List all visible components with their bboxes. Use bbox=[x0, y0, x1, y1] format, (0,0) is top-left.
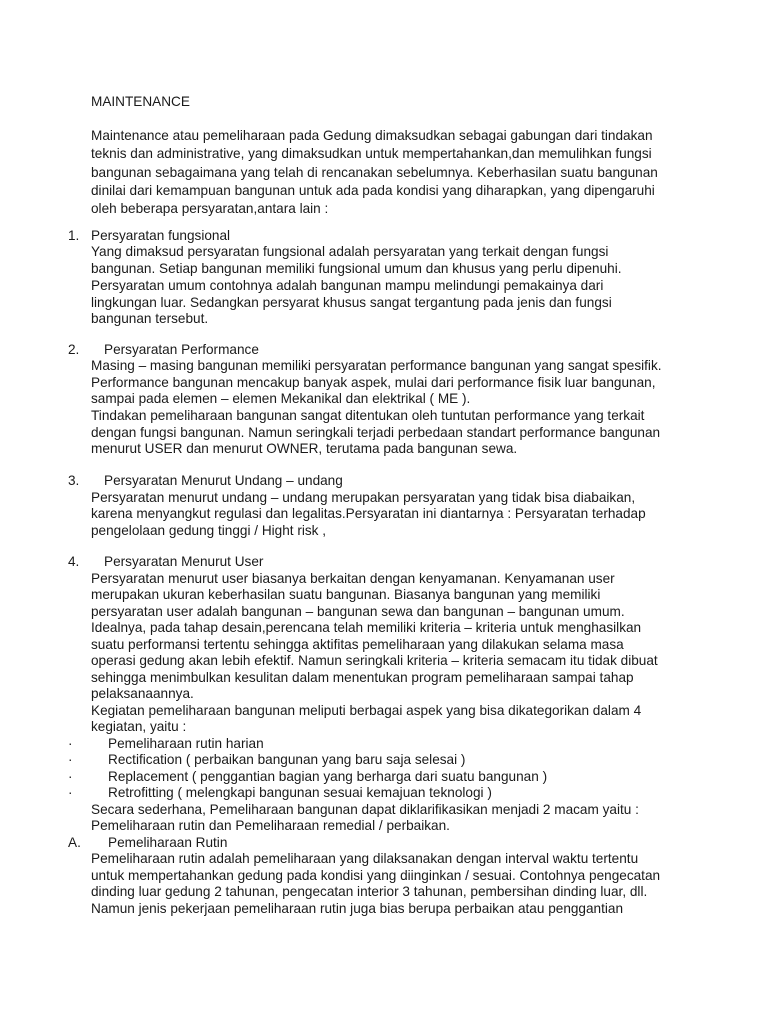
section-line: sampai pada elemen – elemen Mekanikal dan elektrikal ( ME ). bbox=[91, 391, 471, 406]
section-line: Masing – masing bangunan memiliki persyaratan performance bangunan yang sangat spesifik. bbox=[91, 358, 662, 373]
summary-line: Secara sederhana, Pemeliharaan bangunan dapat diklarifikasikan menjadi 2 macam yaitu : bbox=[91, 802, 639, 817]
section-heading: Persyaratan Performance bbox=[104, 342, 259, 357]
section-line: suatu performansi tertentu sehingga aktifitas pemeliharaan yang dilakukan selama masa bbox=[91, 637, 624, 652]
section-line: Persyaratan umum contohnya adalah bangunan mampu melindungi pemakainya dari bbox=[91, 278, 604, 293]
section-line: Namun jenis pekerjaan pemeliharaan rutin juga bias berupa perbaikan atau penggantian bbox=[91, 901, 624, 916]
bullet-item: Pemeliharaan rutin harian bbox=[108, 736, 264, 751]
section-line: Tindakan pemeliharaan bangunan sangat ditentukan oleh tuntutan performance yang terkait bbox=[91, 408, 645, 423]
section-number: 2. bbox=[68, 342, 80, 357]
section-line: operasi gedung akan lebih efektif. Namun seringkali kriteria – kriteria semacam itu tidak dibuat bbox=[91, 653, 658, 668]
section-line: Pemeliharaan rutin adalah pemeliharaan yang dilaksanakan dengan interval waktu tertentu bbox=[91, 851, 639, 866]
bullet-item: Replacement ( penggantian bagian yang berharga dari suatu bangunan ) bbox=[108, 769, 548, 784]
section-letter: A. bbox=[68, 835, 81, 850]
bullet-marker: · bbox=[68, 736, 73, 751]
section-line: karena menyangkut regulasi dan legalitas.Persyaratan ini diantarnya : Persyaratan terhadap bbox=[91, 506, 646, 521]
section-line: untuk mempertahankan gedung pada kondisi yang diinginkan / sesuai. Contohnya pengecatan bbox=[91, 868, 661, 883]
section-line: Yang dimaksud persyaratan fungsional adalah persyaratan yang terkait dengan fungsi bbox=[91, 244, 609, 259]
bullet-item: Retrofitting ( melengkapi bangunan sesuai kemajuan teknologi ) bbox=[108, 785, 492, 800]
intro-line: oleh beberapa persyaratan,antara lain : bbox=[91, 201, 329, 216]
section-line: Kegiatan pemeliharaan bangunan meliputi berbagai aspek yang bisa dikategorikan dalam 4 bbox=[91, 703, 642, 718]
section-line: merupakan ukuran keberhasilan suatu bangunan. Biasanya bangunan yang memiliki bbox=[91, 587, 601, 602]
section-line: pengelolaan gedung tinggi / Hight risk , bbox=[91, 523, 327, 538]
bullet-marker: · bbox=[68, 752, 73, 767]
section-heading: Persyaratan Menurut User bbox=[104, 554, 264, 569]
bullet-marker: · bbox=[68, 769, 73, 784]
section-number: 1. bbox=[68, 228, 80, 243]
section-line: lingkungan luar. Sedangkan persyarat khusus sangat tergantung pada jenis dan fungsi bbox=[91, 295, 612, 310]
section-heading: Pemeliharaan Rutin bbox=[108, 835, 228, 850]
section-heading: Persyaratan Menurut Undang – undang bbox=[104, 473, 343, 488]
intro-line: Maintenance atau pemeliharaan pada Gedung dimaksudkan sebagai gabungan dari tindakan bbox=[91, 128, 653, 143]
section-line: pelaksanaannya. bbox=[91, 686, 194, 701]
intro-line: bangunan sebagaimana yang telah di rencanakan sebelumnya. Keberhasilan suatu bangunan bbox=[91, 165, 658, 180]
section-line: dengan fungsi bangunan. Namun seringkali terjadi perbedaan standart performance bangunan bbox=[91, 425, 661, 440]
section-line: Persyaratan menurut undang – undang merupakan persyaratan yang tidak bisa diabaikan, bbox=[91, 490, 636, 505]
section-line: kegiatan, yaitu : bbox=[91, 719, 187, 734]
section-line: Idealnya, pada tahap desain,perencana telah memiliki kriteria – kriteria untuk menghasilkan bbox=[91, 620, 642, 635]
section-line: sehingga menimbulkan kesulitan dalam menentukan program pemeliharaan sampai tahap bbox=[91, 670, 634, 685]
section-line: bangunan. Setiap bangunan memiliki fungsional umum dan khusus yang perlu dipenuhi. bbox=[91, 261, 622, 276]
section-heading: Persyaratan fungsional bbox=[91, 228, 231, 243]
section-line: menurut USER dan menurut OWNER, terutama pada bangunan sewa. bbox=[91, 441, 518, 456]
bullet-item: Rectification ( perbaikan bangunan yang baru saja selesai ) bbox=[108, 752, 466, 767]
section-line: Persyaratan menurut user biasanya berkaitan dengan kenyamanan. Kenyamanan user bbox=[91, 571, 615, 586]
section-line: Performance bangunan mencakup banyak aspek, mulai dari performance fisik luar bangunan, bbox=[91, 375, 656, 390]
intro-line: dinilai dari kemampuan bangunan untuk ada pada kondisi yang diharapkan, yang dipengaruhi bbox=[91, 183, 655, 198]
bullet-marker: · bbox=[68, 785, 73, 800]
section-number: 4. bbox=[68, 554, 80, 569]
section-line: persyaratan user adalah bangunan – bangunan sewa dan bangunan – bangunan umum. bbox=[91, 604, 625, 619]
document-title: MAINTENANCE bbox=[91, 94, 190, 109]
section-line: bangunan tersebut. bbox=[91, 311, 209, 326]
section-line: dinding luar gedung 2 tahunan, pengecatan interior 3 tahunan, pembersihan dinding luar, dll. bbox=[91, 884, 648, 899]
intro-line: teknis dan administrative, yang dimaksudkan untuk mempertahankan,dan memulihkan fungsi bbox=[91, 146, 652, 161]
summary-line: Pemeliharaan rutin dan Pemeliharaan remedial / perbaikan. bbox=[91, 818, 450, 833]
section-number: 3. bbox=[68, 473, 80, 488]
